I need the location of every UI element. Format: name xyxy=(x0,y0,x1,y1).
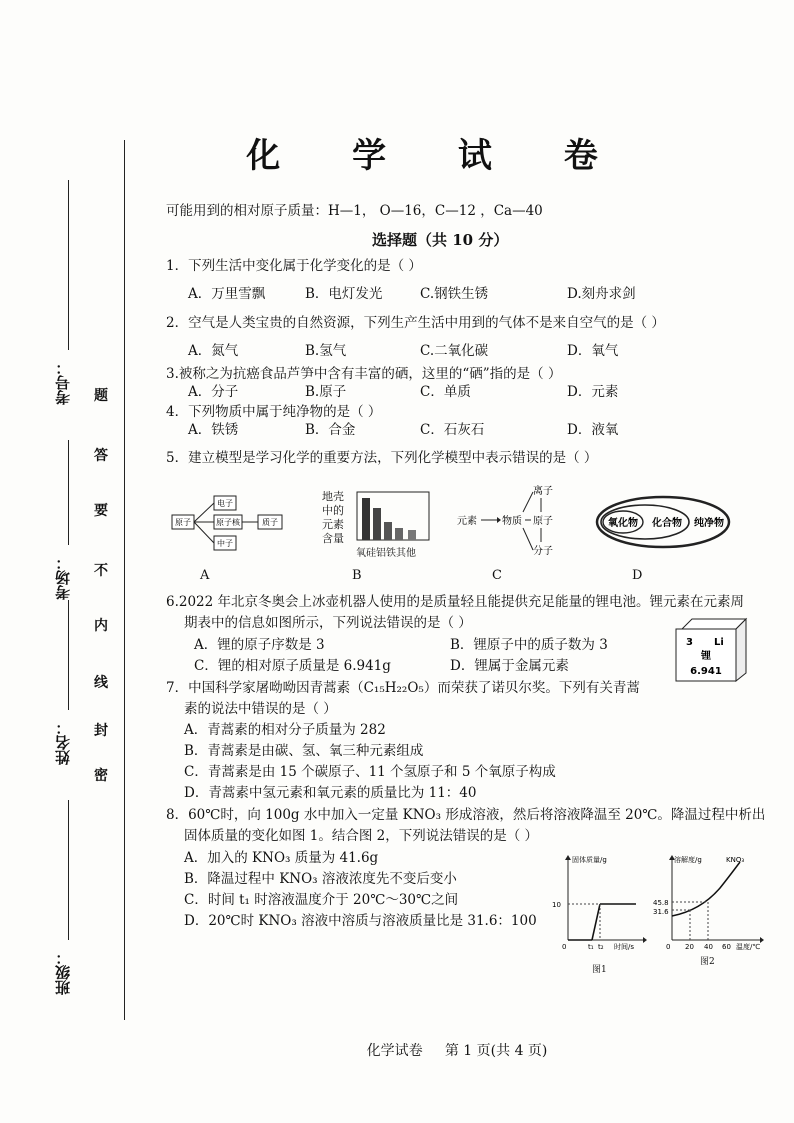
option: B．锂原子中的质子数为 3 xyxy=(450,637,608,653)
fig2-ytick: 31.6 xyxy=(653,908,669,916)
seal-char: 内 xyxy=(94,618,108,634)
seal-char: 密 xyxy=(94,768,108,784)
atomic-masses: 可能用到的相对原子质量：H—1， O—16，C—12 ，Ca—40 xyxy=(166,203,543,219)
option: D．青蒿素中氢元素和氧元素的质量比为 11：40 xyxy=(184,785,477,801)
question-stem: 2．空气是人类宝贵的自然资源，下列生产生活中用到的气体不是来自空气的是（ ） xyxy=(166,315,665,331)
option: C．时间 t₁ 时溶液温度介于 20℃～30℃之间 xyxy=(184,892,459,908)
option: D．氧气 xyxy=(567,343,619,359)
question-stem-cont: 素的说法中错误的是（ ） xyxy=(184,701,337,717)
option: B．合金 xyxy=(305,422,356,438)
fig1-ylabel: 固体质量/g xyxy=(572,856,607,864)
model-d-diagram xyxy=(595,494,735,550)
fig2-xtick: 0 xyxy=(666,943,671,951)
option: C．青蒿素是由 15 个碳原子、11 个氢原子和 5 个氧原子构成 xyxy=(184,764,556,780)
exam-number-blank xyxy=(68,180,69,350)
option: A．加入的 KNO₃ 质量为 41.6g xyxy=(184,850,379,866)
question-stem-cont: 期表中的信息如图所示，下列说法错误的是（ ） xyxy=(184,615,472,631)
lithium-element-card xyxy=(672,615,748,683)
section-heading: 选择题（共 10 分） xyxy=(372,231,509,249)
model-c-ion: 离子 xyxy=(533,486,553,497)
fig2-xlabel: 温度/℃ xyxy=(736,943,761,951)
option: B．电灯发光 xyxy=(305,286,383,302)
exam-room-blank xyxy=(68,440,69,545)
seal-char: 题 xyxy=(94,388,108,404)
exam-number-label: 考号： xyxy=(54,360,72,405)
seal-char: 答 xyxy=(94,448,108,464)
model-c-substance: 物质 xyxy=(502,516,522,527)
li-symbol: Li xyxy=(714,637,724,648)
model-a-neutron: 中子 xyxy=(217,539,233,548)
option: A．氮气 xyxy=(188,343,239,359)
question-stem: 3.被称之为抗癌食品芦笋中含有丰富的硒，这里的“硒”指的是（ ） xyxy=(166,366,562,382)
page-title: 化 学 试 卷 xyxy=(246,136,628,176)
ylabel-line: 地壳 xyxy=(322,490,344,503)
name-blank xyxy=(68,600,69,710)
class-label: 班级： xyxy=(54,950,72,995)
model-b-label: B xyxy=(352,568,362,583)
seal-char: 线 xyxy=(94,675,108,691)
exam-room-label: 考场： xyxy=(54,555,72,600)
option: C.钢铁生锈 xyxy=(420,286,489,302)
model-a-diagram xyxy=(170,490,300,556)
fig2-ytick: 45.8 xyxy=(653,899,669,907)
option: D．元素 xyxy=(567,384,619,400)
option: D.刻舟求剑 xyxy=(567,286,636,302)
li-number: 3 xyxy=(686,637,693,648)
binding-line xyxy=(124,140,125,1020)
question-stem: 5．建立模型是学习化学的重要方法，下列化学模型中表示错误的是（ ） xyxy=(166,450,598,466)
figure-1-chart xyxy=(548,852,648,960)
model-d-label: D xyxy=(632,568,643,583)
fig1-ytick: 10 xyxy=(552,901,561,909)
model-a-proton: 质子 xyxy=(262,518,278,527)
li-name: 锂 xyxy=(701,651,711,662)
option: A．锂的原子序数是 3 xyxy=(194,637,325,653)
name-label: 姓名： xyxy=(54,720,72,765)
question-stem: 8．60℃时，向 100g 水中加入一定量 KNO₃ 形成溶液，然后将溶液降温至 20℃。降温过程中析出 xyxy=(166,807,766,823)
model-a-electron: 电子 xyxy=(217,499,233,508)
option: C．石灰石 xyxy=(420,422,485,438)
option: A．青蒿素的相对分子质量为 282 xyxy=(184,722,386,738)
option: C．单质 xyxy=(420,384,471,400)
option: A．铁锈 xyxy=(188,422,239,438)
model-a-nucleus: 原子核 xyxy=(216,518,240,527)
fig2-ylabel: 溶解度/g xyxy=(674,856,702,864)
figure-2-chart xyxy=(652,852,772,960)
fig1-xtick: t₂ xyxy=(598,943,604,951)
option: B.氢气 xyxy=(305,343,347,359)
seal-char: 要 xyxy=(94,503,108,519)
fig1-caption: 图1 xyxy=(592,965,607,975)
model-a-label: A xyxy=(200,568,210,583)
option: A．万里雪飘 xyxy=(188,286,266,302)
option: C．锂的相对原子质量是 6.941g xyxy=(194,658,391,674)
model-c-element: 元素 xyxy=(457,516,477,527)
model-b-xlabel: 氧硅铝铁其他 xyxy=(356,548,416,559)
seal-char: 不 xyxy=(94,563,108,579)
fig1-xtick: 0 xyxy=(562,943,567,951)
question-stem: 4．下列物质中属于纯净物的是（ ） xyxy=(166,404,382,420)
question-stem: 1．下列生活中变化属于化学变化的是（ ） xyxy=(166,258,422,274)
fig2-series: KNO₃ xyxy=(726,856,745,864)
fig2-caption: 图2 xyxy=(700,957,715,967)
option: D．液氧 xyxy=(567,422,619,438)
class-blank xyxy=(68,800,69,940)
question-stem: 7．中国科学家屠呦呦因青蒿素（C₁₅H₂₂O₅）而荣获了诺贝尔奖。下列有关青蒿 xyxy=(166,680,640,696)
li-mass: 6.941 xyxy=(690,666,722,677)
option: B.原子 xyxy=(305,384,347,400)
question-stem-cont: 固体质量的变化如图 1。结合图 2，下列说法错误的是（ ） xyxy=(184,828,539,844)
option: B．青蒿素是由碳、氢、氧三种元素组成 xyxy=(184,743,424,759)
option: D．锂属于金属元素 xyxy=(450,658,569,674)
model-c-molecule: 分子 xyxy=(533,546,553,557)
option: C.二氧化碳 xyxy=(420,343,489,359)
model-c-atom: 原子 xyxy=(533,516,553,527)
option: B．降温过程中 KNO₃ 溶液浓度先不变后变小 xyxy=(184,871,457,887)
model-c-label: C xyxy=(492,568,502,583)
fig2-xtick: 60 xyxy=(722,943,731,951)
fig2-xtick: 20 xyxy=(685,943,694,951)
fig1-xtick: t₁ xyxy=(588,943,594,951)
model-b-ylabel xyxy=(322,490,352,546)
fig2-xtick: 40 xyxy=(704,943,713,951)
question-stem: 6.2022 年北京冬奥会上冰壶机器人使用的是质量轻且能提供充足能量的锂电池。锂元素在元素周 xyxy=(166,594,745,610)
model-d-pure: 纯净物 xyxy=(694,518,724,529)
ylabel-line: 中的 xyxy=(322,504,344,517)
seal-char: 封 xyxy=(94,723,108,739)
model-c-diagram xyxy=(455,484,565,558)
model-d-oxide: 氧化物 xyxy=(608,518,638,529)
model-b-chart xyxy=(356,490,432,544)
ylabel-line: 元素 xyxy=(322,518,344,531)
model-a-center: 原子 xyxy=(175,518,191,527)
model-d-compound: 化合物 xyxy=(652,518,682,529)
page-footer: 化学试卷 第 1 页(共 4 页) xyxy=(366,1043,548,1059)
fig1-xlabel: 时间/s xyxy=(614,943,635,951)
ylabel-line: 含量 xyxy=(322,532,344,545)
option: D．20℃时 KNO₃ 溶液中溶质与溶液质量比是 31.6：100 xyxy=(184,913,537,929)
option: A．分子 xyxy=(188,384,239,400)
